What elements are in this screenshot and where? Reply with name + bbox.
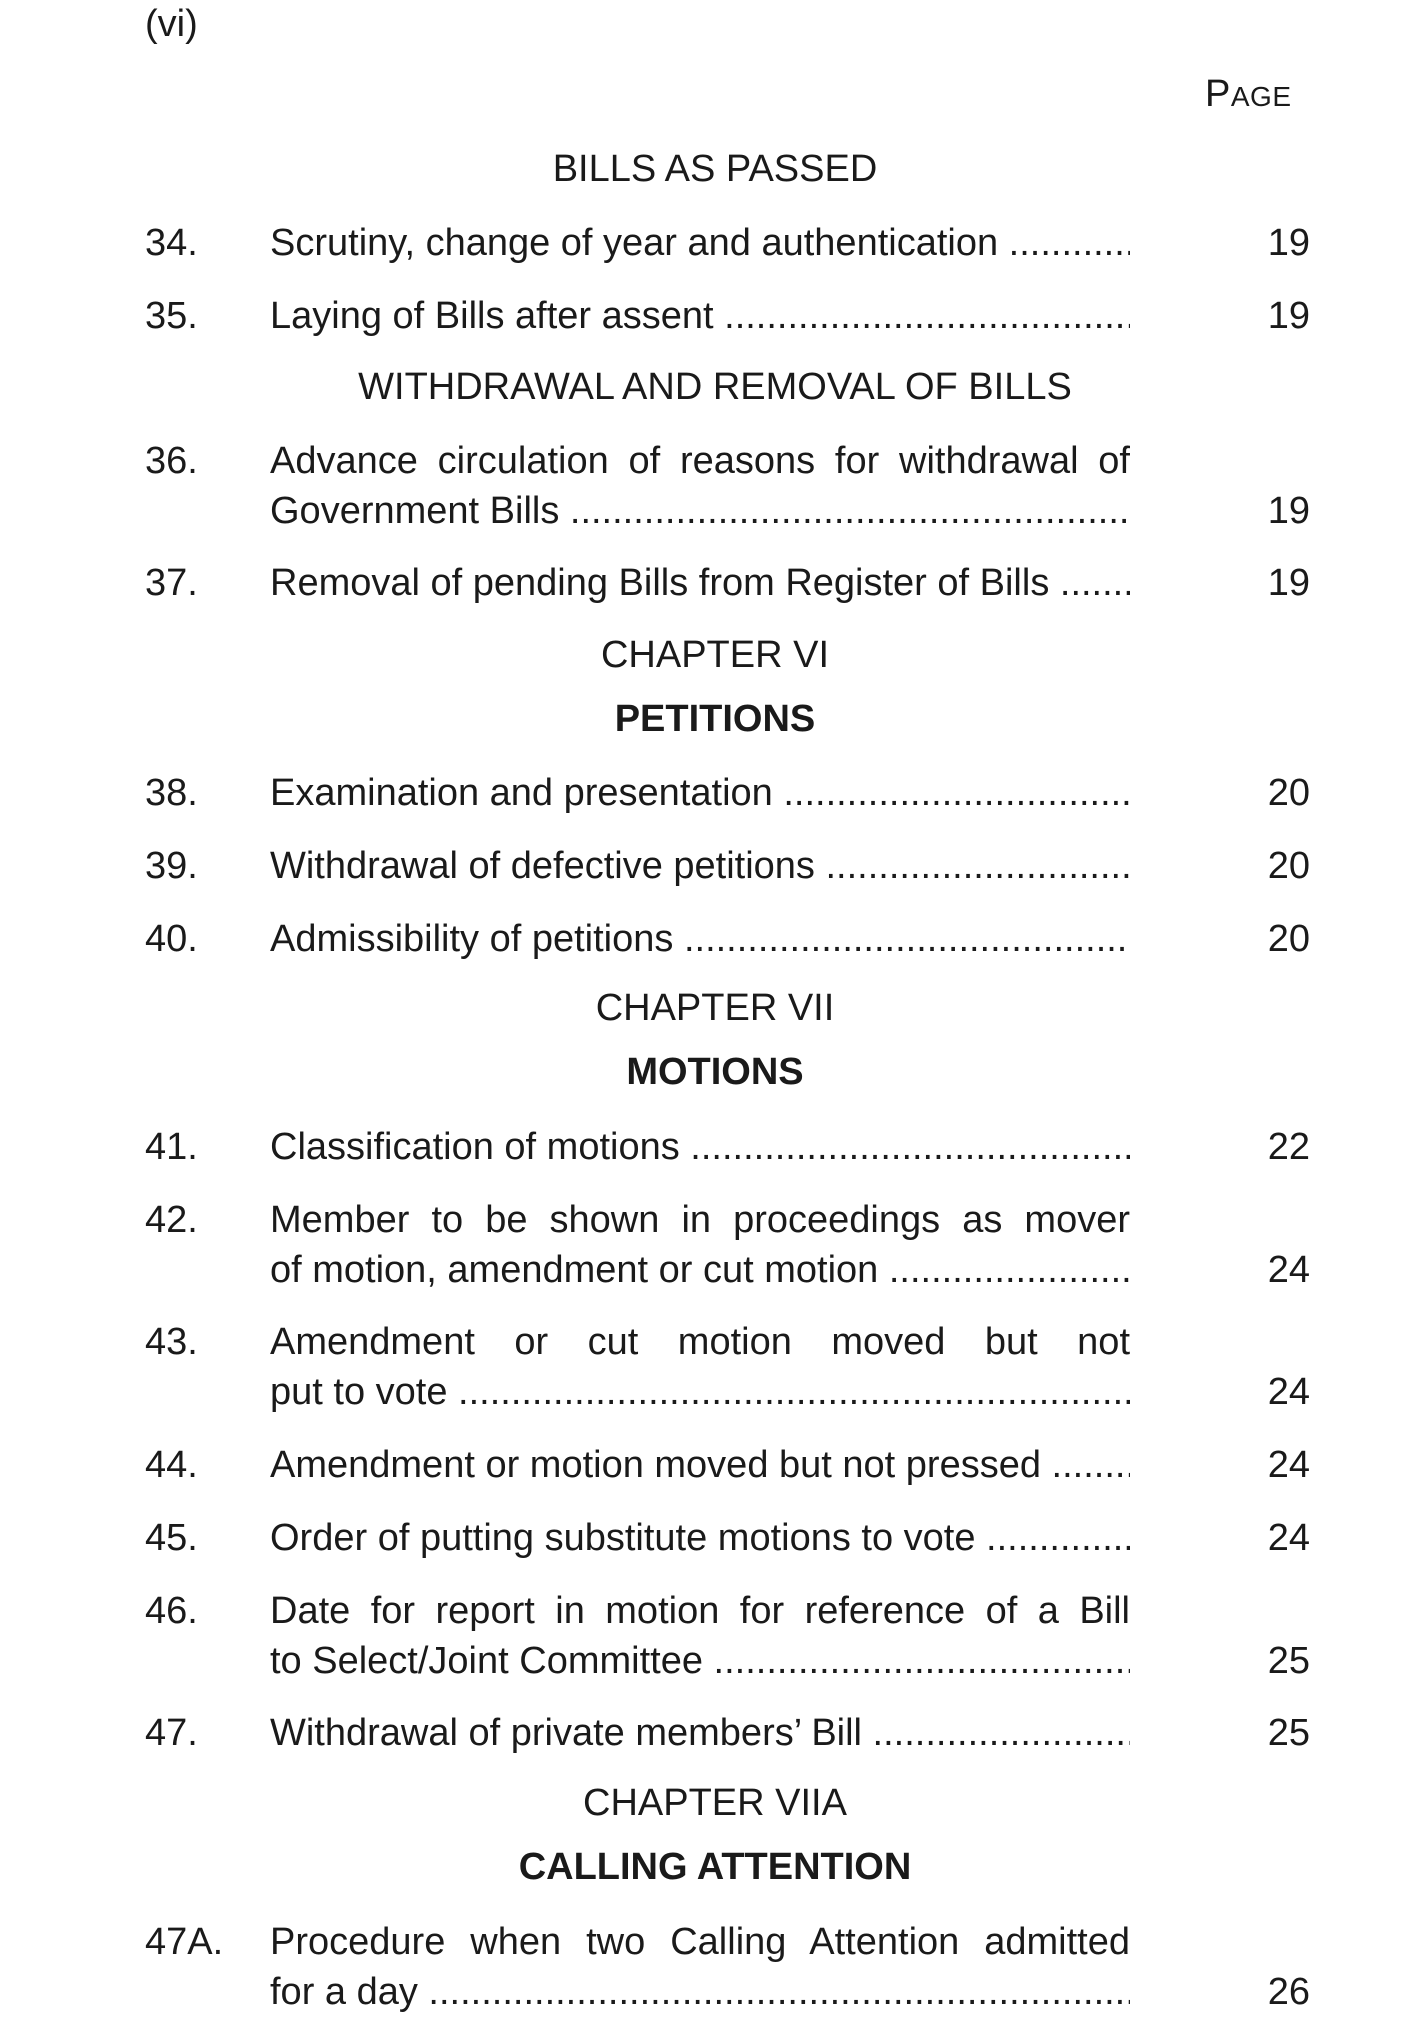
entry-number: 36. xyxy=(145,440,198,482)
entry-title-line: Classification of motions ..... xyxy=(270,1122,1130,1172)
entry-title[interactable] xyxy=(270,768,1130,818)
entry-number: 47. xyxy=(145,1712,198,1754)
chapter-heading-viia: CHAPTER VIIA xyxy=(583,1782,847,1824)
entry-page-number: 19 xyxy=(1267,222,1310,264)
entry-number: 37. xyxy=(145,562,198,604)
entry-title-line: Admissibility of petitions ..... xyxy=(270,914,1130,964)
entry-title[interactable] xyxy=(270,1317,1130,1417)
entry-title-line: for a day ..... xyxy=(270,1967,1130,2017)
entry-page-number: 20 xyxy=(1267,918,1310,960)
entry-title-line: Procedure when two Calling Attention admitted xyxy=(270,1921,1130,1963)
entry-page-number: 20 xyxy=(1267,845,1310,887)
entry-title-line: Date for report in motion for reference of a Bill xyxy=(270,1590,1130,1632)
entry-title-line: Scrutiny, change of year and authentication ..... xyxy=(270,218,1130,268)
entry-title-line: Removal of pending Bills from Register of Bills ..... xyxy=(270,558,1130,608)
entry-title[interactable] xyxy=(270,1440,1130,1490)
chapter-title-calling-attention: CALLING ATTENTION xyxy=(518,1846,912,1888)
entry-number: 42. xyxy=(145,1199,198,1241)
entry-title-line: Withdrawal of defective petitions ..... xyxy=(270,841,1130,891)
entry-number: 43. xyxy=(145,1321,198,1363)
entry-number: 34. xyxy=(145,222,198,264)
entry-title[interactable] xyxy=(270,291,1130,341)
entry-page-number: 26 xyxy=(1267,1971,1310,2013)
entry-title[interactable] xyxy=(270,218,1130,268)
chapter-title-petitions: PETITIONS xyxy=(614,698,816,740)
entry-page-number: 24 xyxy=(1267,1249,1310,1291)
entry-page-number: 19 xyxy=(1267,562,1310,604)
entry-title-line: Member to be shown in proceedings as mover xyxy=(270,1199,1130,1241)
entry-title-line: Withdrawal of private members’ Bill ..... xyxy=(270,1708,1130,1758)
entry-title-line: Examination and presentation ..... xyxy=(270,768,1130,818)
page-number: (vi) xyxy=(145,3,198,45)
entry-title[interactable] xyxy=(270,436,1130,536)
entry-title-line: Government Bills ..... xyxy=(270,486,1130,536)
chapter-heading-vii: CHAPTER VII xyxy=(595,987,835,1029)
entry-title-line: Amendment or motion moved but not pressed ..... xyxy=(270,1440,1130,1490)
entry-title-line: Laying of Bills after assent ..... xyxy=(270,291,1130,341)
entry-number: 39. xyxy=(145,845,198,887)
entry-number: 46. xyxy=(145,1590,198,1632)
entry-title[interactable] xyxy=(270,1122,1130,1172)
entry-page-number: 24 xyxy=(1267,1517,1310,1559)
entry-number: 45. xyxy=(145,1517,198,1559)
chapter-heading-vi: CHAPTER VI xyxy=(600,634,830,676)
page-column-header-first: P xyxy=(1205,73,1231,115)
entry-title-line: put to vote ..... xyxy=(270,1367,1130,1417)
entry-page-number: 24 xyxy=(1267,1371,1310,1413)
entry-title[interactable] xyxy=(270,1195,1130,1295)
entry-page-number: 19 xyxy=(1267,295,1310,337)
entry-title-line: to Select/Joint Committee ..... xyxy=(270,1636,1130,1686)
entry-title[interactable] xyxy=(270,1513,1130,1563)
entry-number: 44. xyxy=(145,1444,198,1486)
entry-title[interactable] xyxy=(270,1708,1130,1758)
section-heading-withdrawal-removal: WITHDRAWAL AND REMOVAL OF BILLS xyxy=(358,366,1072,408)
entry-page-number: 22 xyxy=(1267,1126,1310,1168)
entry-number: 35. xyxy=(145,295,198,337)
entry-page-number: 24 xyxy=(1267,1444,1310,1486)
entry-page-number: 19 xyxy=(1267,490,1310,532)
entry-title[interactable] xyxy=(270,558,1130,608)
entry-number: 41. xyxy=(145,1126,198,1168)
entry-title-line: Amendment or cut motion moved but not xyxy=(270,1321,1130,1363)
entry-number: 38. xyxy=(145,772,198,814)
entry-title-line: Order of putting substitute motions to vote ..... xyxy=(270,1513,1130,1563)
section-heading-bills-as-passed: BILLS AS PASSED xyxy=(552,148,878,190)
entry-title-line: Advance circulation of reasons for withdrawal of xyxy=(270,440,1130,482)
entry-number: 47A. xyxy=(145,1921,224,1963)
chapter-title-motions: MOTIONS xyxy=(626,1051,804,1093)
entry-title[interactable] xyxy=(270,1586,1130,1686)
entry-title[interactable] xyxy=(270,841,1130,891)
entry-page-number: 25 xyxy=(1267,1712,1310,1754)
entry-title[interactable] xyxy=(270,1917,1130,2017)
page-column-header-rest: AGE xyxy=(1230,81,1292,112)
page-column-header xyxy=(1205,72,1292,119)
entry-page-number: 20 xyxy=(1267,772,1310,814)
entry-title-line: of motion, amendment or cut motion ..... xyxy=(270,1245,1130,1295)
entry-number: 40. xyxy=(145,918,198,960)
entry-page-number: 25 xyxy=(1267,1640,1310,1682)
entry-title[interactable] xyxy=(270,914,1130,964)
